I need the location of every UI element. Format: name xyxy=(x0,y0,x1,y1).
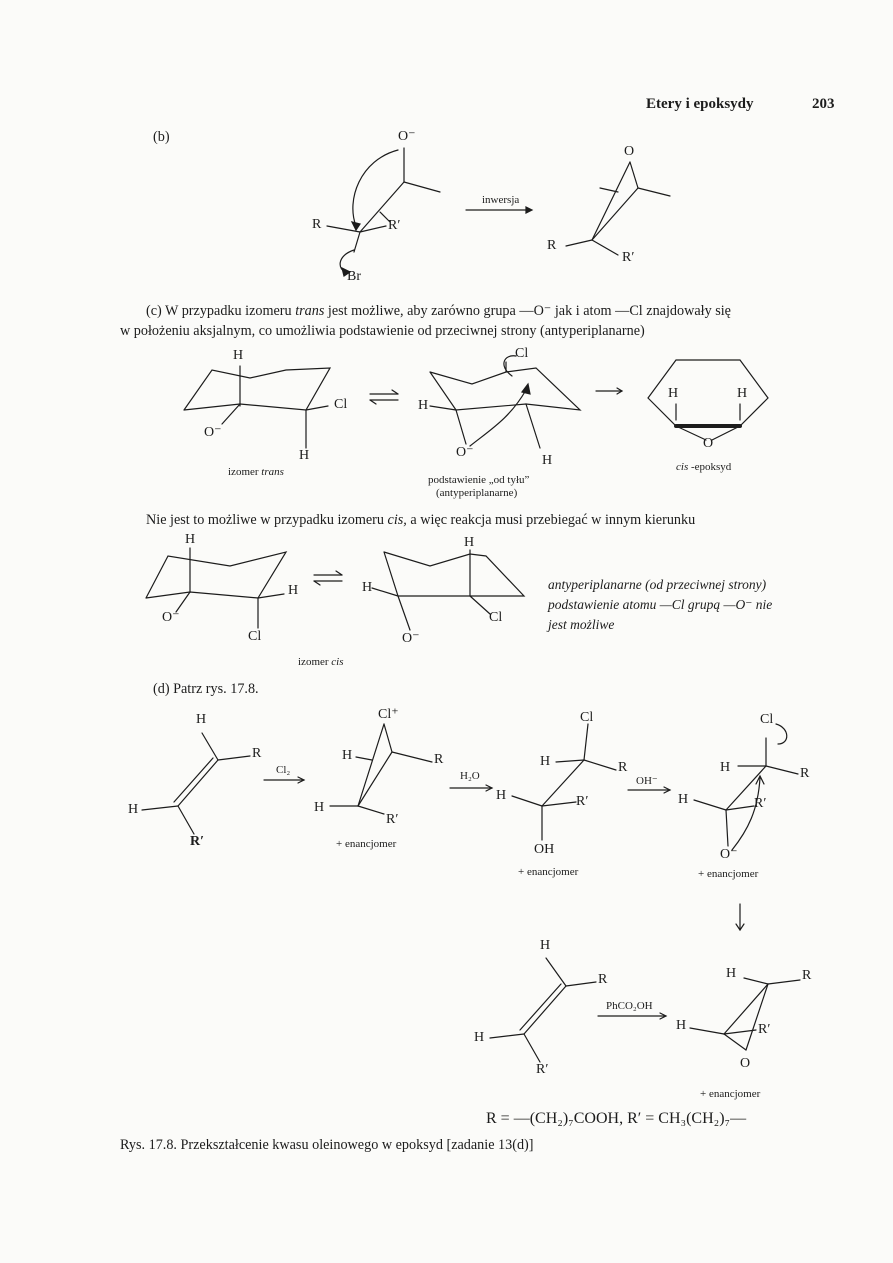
c-back-o: O⁻ xyxy=(456,445,474,460)
c-line1-b: jest możliwe, aby zarówno grupa —O⁻ jak i atom —Cl znajdowały się xyxy=(324,303,731,319)
c-cis2-cl: Cl xyxy=(489,610,503,625)
c-epox-o: O xyxy=(703,436,714,451)
c-line1-trans: trans xyxy=(295,303,325,319)
c-cis2-h-top: H xyxy=(464,535,475,550)
c-back-h-right: H xyxy=(542,453,553,468)
c-cis2-o: O⁻ xyxy=(402,631,420,646)
d-enantiomer-1: + enancjomer xyxy=(336,838,397,850)
c-cis1-cl: Cl xyxy=(248,629,262,644)
part-b-label: (b) xyxy=(153,129,170,145)
b-r: R xyxy=(312,217,322,232)
running-title: Etery i epoksydy xyxy=(646,96,754,112)
b-br: Br xyxy=(347,269,361,284)
d-hydrin-oh: OH xyxy=(534,842,555,857)
d-alkoxide-o: O⁻ xyxy=(720,847,738,862)
d-epox-o: O xyxy=(740,1056,751,1071)
d-chloronium-r: R xyxy=(434,752,444,767)
d-alkene-h-top: H xyxy=(196,712,207,727)
d-chloronium-r-prime: R′ xyxy=(386,812,399,827)
c-caption-cis-b: cis xyxy=(331,656,344,668)
d-alkoxide-h-upper: H xyxy=(720,760,731,775)
c-caption-trans-b: trans xyxy=(261,466,284,478)
d-alkoxide-r-prime: R′ xyxy=(754,796,767,811)
d-alkoxide-cl: Cl xyxy=(760,712,774,727)
d-alkoxide-h-lower: H xyxy=(678,792,689,807)
d-alkene-h-left: H xyxy=(128,802,139,817)
d-reagent-cl2: Cl₂ xyxy=(276,764,291,776)
d-enantiomer-2: + enancjomer xyxy=(518,866,579,878)
c-trans-o: O⁻ xyxy=(204,425,222,440)
c-epox-h-left: H xyxy=(668,386,679,401)
figure-caption: Rys. 17.8. Przekształcenie kwasu oleinowego w epoksyd [zadanie 13(d)] xyxy=(120,1137,534,1153)
d-alkene2-r-prime: R′ xyxy=(536,1062,549,1077)
d-chloronium-cl: Cl⁺ xyxy=(378,707,399,722)
b-product-r: R xyxy=(547,238,557,253)
c-trans-h-top: H xyxy=(233,348,244,363)
b-oxide: O⁻ xyxy=(398,129,416,144)
c-caption-backside-2: (antyperiplanarne) xyxy=(436,487,518,499)
c-cis-sentence-b: a więc reakcja musi przebiegać w innym kierunku xyxy=(406,512,696,528)
c-caption-epoxide-a: cis xyxy=(676,461,689,473)
d-epox-r-prime: R′ xyxy=(758,1022,771,1037)
d-hydrin-h-lower: H xyxy=(496,788,507,803)
c-cis1-o: O⁻ xyxy=(162,610,180,625)
d-epox-h-lower: H xyxy=(676,1018,687,1033)
b-r-prime: R′ xyxy=(388,218,401,233)
part-d-label: (d) Patrz rys. 17.8. xyxy=(153,681,259,697)
c-caption-epoxide-b: -epoksyd xyxy=(688,461,732,473)
c-cis-note-2: podstawienie atomu —Cl grupą —O⁻ nie xyxy=(548,597,773,612)
b-arrow-label: inwersja xyxy=(482,194,520,206)
d-chloronium-h-upper: H xyxy=(342,748,353,763)
c-cis1-h-right: H xyxy=(288,583,299,598)
d-enantiomer-3: + enancjomer xyxy=(698,868,759,880)
d-alkene2-r: R xyxy=(598,972,608,987)
r-definition: R = —(CH₂)₇COOH, R′ = CH₃(CH₂)₇— xyxy=(486,1110,747,1127)
d-alkoxide-r: R xyxy=(800,766,810,781)
d-reagent-oh: OH⁻ xyxy=(636,775,658,787)
c-cis2-h-left: H xyxy=(362,580,373,595)
d-hydrin-r-prime: R′ xyxy=(576,794,589,809)
d-chloronium-h-lower: H xyxy=(314,800,325,815)
part-c-line2: w położeniu aksjalnym, co umożliwia podstawienie od przeciwnej strony (antyperiplanarne) xyxy=(120,323,645,339)
c-back-cl: Cl xyxy=(515,346,529,361)
d-epox-h-upper: H xyxy=(726,966,737,981)
d-hydrin-r: R xyxy=(618,760,628,775)
c-caption-backside-1: podstawienie „od tyłu” xyxy=(428,474,530,486)
c-line1-a: (c) W przypadku izomeru xyxy=(146,303,296,319)
d-alkene-r-prime: R′ xyxy=(190,834,205,849)
d-reagent-h2o: H₂O xyxy=(460,770,480,782)
d-reagent-peracid: PhCO₂OH xyxy=(606,1000,653,1012)
c-cis-sentence-cis: cis, xyxy=(387,512,407,528)
d-alkene-r: R xyxy=(252,746,262,761)
c-cis-note-3: jest możliwe xyxy=(548,617,615,632)
c-cis1-h-top: H xyxy=(185,532,196,547)
c-cis-note-1: antyperiplanarne (od przeciwnej strony) xyxy=(548,577,767,592)
c-caption-cis-a: izomer xyxy=(298,656,332,668)
c-trans-h-bottom: H xyxy=(299,448,310,463)
c-caption-trans-a: izomer xyxy=(228,466,262,478)
d-alkene2-h-top: H xyxy=(540,938,551,953)
c-trans-cl: Cl xyxy=(334,397,348,412)
c-cis-sentence-a: Nie jest to możliwe w przypadku izomeru xyxy=(146,512,388,528)
d-alkene2-h-left: H xyxy=(474,1030,485,1045)
b-product-r-prime: R′ xyxy=(622,250,635,265)
d-epox-r: R xyxy=(802,968,812,983)
b-epoxide-o: O xyxy=(624,144,635,159)
c-back-h-left: H xyxy=(418,398,429,413)
c-epox-h-right: H xyxy=(737,386,748,401)
d-hydrin-cl: Cl xyxy=(580,710,594,725)
d-enantiomer-4: + enancjomer xyxy=(700,1088,761,1100)
d-hydrin-h-upper: H xyxy=(540,754,551,769)
page-number: 203 xyxy=(812,96,835,112)
